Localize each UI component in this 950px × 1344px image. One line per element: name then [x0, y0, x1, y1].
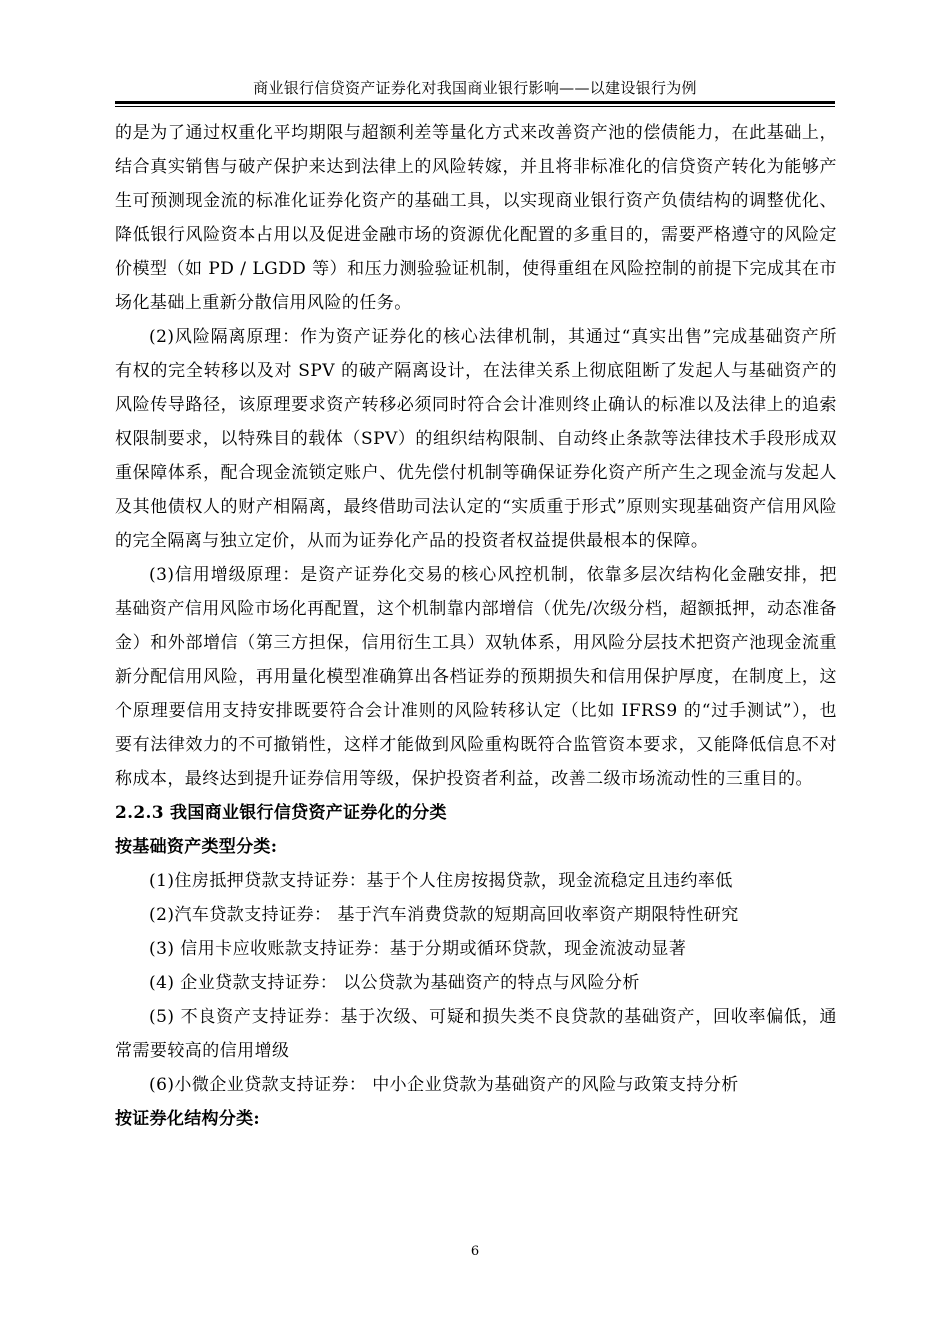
page-number: 6	[470, 1244, 480, 1259]
paragraph-credit-enhancement: (3)信用增级原理：是资产证券化交易的核心风控机制，依靠多层次结构化金融安排，把基础资产信用风险市场化再配置，这个机制靠内部增信（优先/次级分档，超额抵押，动态准备金）和外部增信（第三方担保，信用衍生工具）双轨体系，用风险分层技术把资产池现金流重新分配信用风险，再用量化模型准确算出各档证券的预期损失和信用保护厚度，在制度上，这个原理要信用支持安排既要符合会计准则的风险转移认定（比如 IFRS9 的“过手测试”），也要有法律效力的不可撤销性，这样才能做到风险重构既符合监管资本要求，又能降低信息不对称成本，最终达到提升证券信用等级，保护投资者利益，改善二级市场流动性的三重目的。	[115, 565, 837, 789]
paragraph-risk-isolation: (2)风险隔离原理：作为资产证券化的核心法律机制，其通过“真实出售”完成基础资产所有权的完全转移以及对 SPV 的破产隔离设计，在法律关系上彻底阻断了发起人与基础资产的风险传导路径，该原理要求资产转移必须同时符合会计准则终止确认的标准以及法律上的追索权限制要求，以特殊目的载体（SPV）的组织结构限制、自动终止条款等法律技术手段形成双重保障体系，配合现金流锁定账户、优先偿付机制等确保证券化资产所产生之现金流与发起人及其他债权人的财产相隔离，最终借助司法认定的“实质重于形式”原则实现基础资产信用风险的完全隔离与独立定价，从而为证券化产品的投资者权益提供最根本的保障。	[115, 327, 837, 551]
header-rule-thick	[115, 101, 835, 104]
list-item: (2)汽车贷款支持证券： 基于汽车消费贷款的短期高回收率资产期限特性研究	[149, 905, 739, 925]
body-text	[115, 116, 837, 1136]
list-item: (3) 信用卡应收账款支持证券：基于分期或循环贷款，现金流波动显著	[149, 939, 687, 959]
list-item: (6)小微企业贷款支持证券： 中小企业贷款为基础资产的风险与政策支持分析	[149, 1075, 739, 1095]
subheading-asset-type: 按基础资产类型分类:	[115, 837, 278, 857]
section-heading: 2.2.3 我国商业银行信贷资产证券化的分类	[115, 803, 447, 823]
list-item: (4) 企业贷款支持证券： 以公贷款为基础资产的特点与风险分析	[149, 973, 640, 993]
running-header: 商业银行信贷资产证券化对我国商业银行影响——以建设银行为例	[253, 79, 697, 97]
list-item: (1)住房抵押贷款支持证券：基于个人住房按揭贷款，现金流稳定且违约率低	[149, 871, 733, 891]
header-rule-thin	[115, 106, 835, 107]
subheading-structure: 按证券化结构分类:	[115, 1109, 260, 1129]
paragraph-continuation: 的是为了通过权重化平均期限与超额利差等量化方式来改善资产池的偿债能力，在此基础上，结合真实销售与破产保护来达到法律上的风险转嫁，并且将非标准化的信贷资产转化为能够产生可预测现金流的标准化证券化资产的基础工具，以实现商业银行资产负债结构的调整优化、降低银行风险资本占用以及促进金融市场的资源优化配置的多重目的，需要严格遵守的风险定价模型（如 PD / LGDD 等）和压力测验验证机制，使得重组在风险控制的前提下完成其在市场化基础上重新分散信用风险的任务。	[115, 123, 837, 313]
list-item: (5) 不良资产支持证券：基于次级、可疑和损失类不良贷款的基础资产，回收率偏低，通常需要较高的信用增级	[115, 1007, 837, 1061]
